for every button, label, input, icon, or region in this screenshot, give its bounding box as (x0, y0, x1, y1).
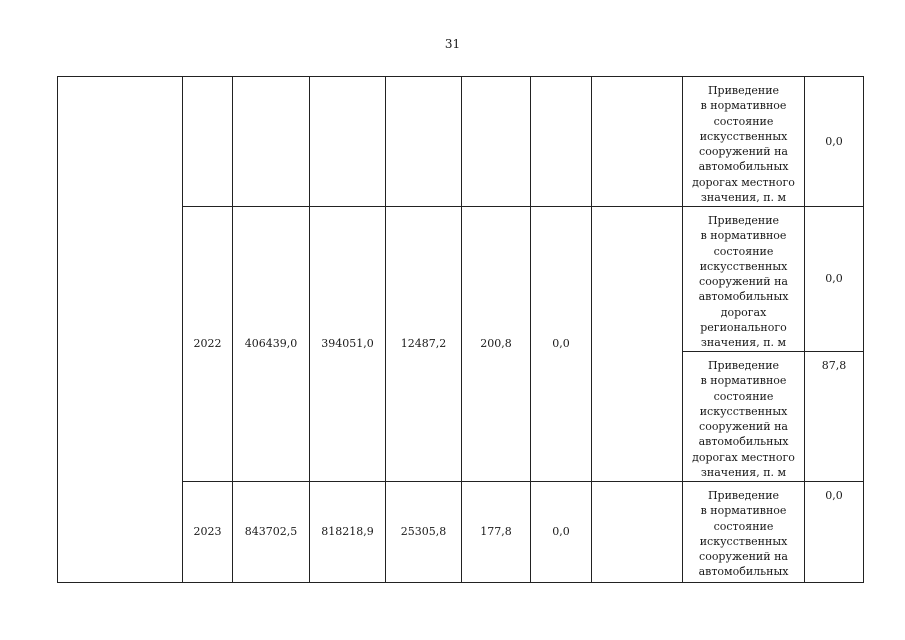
federal-budget-cell (310, 77, 386, 207)
other-sources-cell: 0,0 (531, 207, 592, 482)
executor-cell (592, 77, 683, 207)
other-sources-cell (531, 77, 592, 207)
local-budget-cell: 200,8 (462, 207, 531, 482)
year-cell: 2023 (183, 482, 233, 583)
other-sources-cell: 0,0 (531, 482, 592, 583)
indicator-value-cell: 0,0 (805, 77, 864, 207)
regional-budget-cell: 12487,2 (386, 207, 462, 482)
table-row (58, 77, 864, 207)
year-cell: 2022 (183, 207, 233, 482)
indicator-name-cell: Приведение в нормативное состояние искусственных сооружений на автомобильных дорогах регионального значения, п. м (683, 207, 805, 352)
indicator-value-cell: 0,0 (805, 207, 864, 352)
program-funding-table (57, 76, 864, 583)
regional-budget-cell (386, 77, 462, 207)
federal-budget-cell: 818218,9 (310, 482, 386, 583)
page-number: 31 (444, 37, 461, 51)
year-cell (183, 77, 233, 207)
total-cell (233, 77, 310, 207)
indicator-name-cell: Приведение в нормативное состояние искусственных сооружений на автомобильных дорогах местного значения, п. м (683, 352, 805, 482)
executor-cell (592, 482, 683, 583)
indicator-value-cell: 0,0 (805, 482, 864, 583)
regional-budget-cell: 25305,8 (386, 482, 462, 583)
indicator-name-cell: Приведение в нормативное состояние искусственных сооружений на автомобильных дорогах местного значения, п. м (683, 77, 805, 207)
indicator-value-cell: 87,8 (805, 352, 864, 482)
local-budget-cell (462, 77, 531, 207)
executor-cell (592, 207, 683, 482)
total-cell: 406439,0 (233, 207, 310, 482)
program-name-cell (58, 77, 183, 583)
total-cell: 843702,5 (233, 482, 310, 583)
indicator-name-cell: Приведение в нормативное состояние искусственных сооружений на автомобильных (683, 482, 805, 583)
federal-budget-cell: 394051,0 (310, 207, 386, 482)
local-budget-cell: 177,8 (462, 482, 531, 583)
